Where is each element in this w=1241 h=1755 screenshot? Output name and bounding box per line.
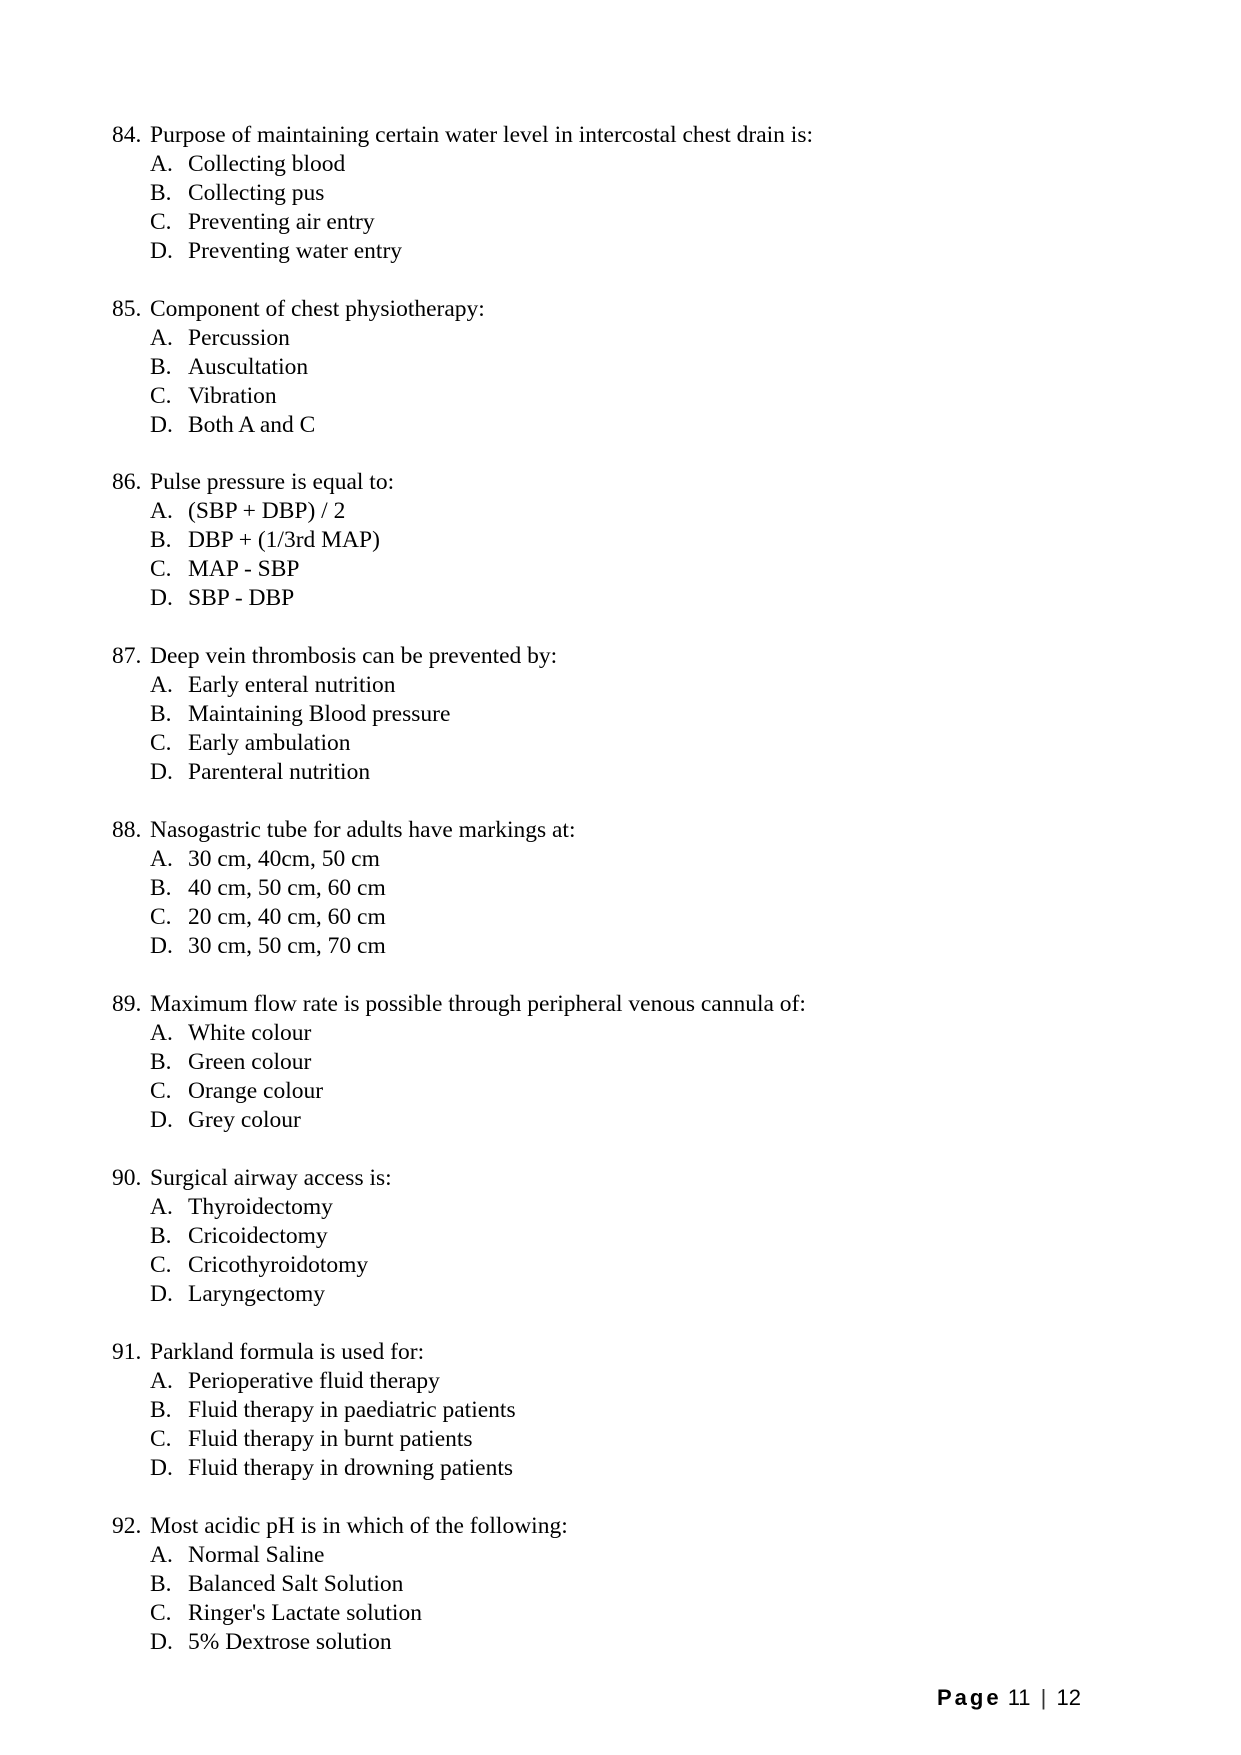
question-85 — [112, 295, 1112, 440]
option-text: Preventing air entry — [188, 209, 375, 235]
option-a — [150, 1019, 1112, 1048]
option-c — [150, 382, 1112, 411]
option-text: Maintaining Blood pressure — [188, 701, 451, 727]
option-text: Fluid therapy in burnt patients — [188, 1426, 473, 1452]
question-text: Most acidic pH is in which of the following: — [150, 1513, 568, 1539]
option-list — [112, 1019, 1112, 1135]
option-letter: D. — [150, 1629, 173, 1655]
question-88 — [112, 816, 1112, 961]
question-90 — [112, 1164, 1112, 1309]
question-stem — [112, 1512, 1112, 1541]
option-letter: C. — [150, 730, 172, 756]
question-87 — [112, 642, 1112, 787]
option-text: 30 cm, 40cm, 50 cm — [188, 846, 380, 872]
option-letter: C. — [150, 1078, 172, 1104]
question-text: Deep vein thrombosis can be prevented by: — [150, 643, 558, 669]
option-letter: D. — [150, 1107, 173, 1133]
option-letter: D. — [150, 412, 173, 438]
option-b — [150, 1396, 1112, 1425]
option-letter: A. — [150, 1020, 173, 1046]
question-stem — [112, 468, 1112, 497]
option-list — [112, 497, 1112, 613]
option-letter: A. — [150, 498, 173, 524]
option-text: Collecting pus — [188, 180, 325, 206]
page-current: 11 — [1007, 1685, 1031, 1710]
option-letter: D. — [150, 238, 173, 264]
option-text: Green colour — [188, 1049, 312, 1075]
question-stem — [112, 816, 1112, 845]
option-c — [150, 208, 1112, 237]
option-a — [150, 497, 1112, 526]
option-list — [112, 150, 1112, 266]
option-c — [150, 1599, 1112, 1628]
question-84 — [112, 121, 1112, 266]
option-b — [150, 874, 1112, 903]
question-number: 91. — [112, 1339, 142, 1365]
question-number: 84. — [112, 122, 142, 148]
option-b — [150, 526, 1112, 555]
option-text: White colour — [188, 1020, 312, 1046]
option-list — [112, 1541, 1112, 1657]
option-a — [150, 324, 1112, 353]
question-stem — [112, 1164, 1112, 1193]
option-b — [150, 1570, 1112, 1599]
option-letter: C. — [150, 1600, 172, 1626]
option-letter: D. — [150, 1455, 173, 1481]
option-a — [150, 1541, 1112, 1570]
question-number: 85. — [112, 296, 142, 322]
option-c — [150, 555, 1112, 584]
option-letter: A. — [150, 846, 173, 872]
option-letter: A. — [150, 672, 173, 698]
option-text: Normal Saline — [188, 1542, 325, 1568]
question-92 — [112, 1512, 1112, 1657]
option-text: Preventing water entry — [188, 238, 403, 264]
option-text: Both A and C — [188, 412, 316, 438]
option-text: Fluid therapy in paediatric patients — [188, 1397, 516, 1423]
option-text: Early enteral nutrition — [188, 672, 396, 698]
question-number: 92. — [112, 1513, 142, 1539]
option-letter: A. — [150, 1542, 173, 1568]
option-letter: B. — [150, 1571, 172, 1597]
option-letter: D. — [150, 585, 173, 611]
option-c — [150, 1425, 1112, 1454]
option-a — [150, 845, 1112, 874]
option-text: Thyroidectomy — [188, 1194, 333, 1220]
question-number: 89. — [112, 991, 142, 1017]
option-text: Orange colour — [188, 1078, 324, 1104]
question-number: 86. — [112, 469, 142, 495]
option-letter: C. — [150, 209, 172, 235]
question-text: Parkland formula is used for: — [150, 1339, 425, 1365]
question-text: Component of chest physiotherapy: — [150, 296, 485, 322]
page-total: 12 — [1056, 1685, 1081, 1710]
question-number: 88. — [112, 817, 142, 843]
option-text: Cricoidectomy — [188, 1223, 328, 1249]
option-a — [150, 1367, 1112, 1396]
option-d — [150, 1454, 1112, 1483]
option-c — [150, 1077, 1112, 1106]
question-text: Pulse pressure is equal to: — [150, 469, 395, 495]
option-letter: A. — [150, 1194, 173, 1220]
option-text: 5% Dextrose solution — [188, 1629, 392, 1655]
option-text: Perioperative fluid therapy — [188, 1368, 440, 1394]
option-text: SBP - DBP — [188, 585, 295, 611]
page-label: Page — [936, 1685, 1002, 1710]
option-text: Parenteral nutrition — [188, 759, 371, 785]
option-b — [150, 353, 1112, 382]
option-text: Cricothyroidotomy — [188, 1252, 369, 1278]
question-stem — [112, 1338, 1112, 1367]
option-list — [112, 845, 1112, 961]
question-text: Nasogastric tube for adults have markings at: — [150, 817, 576, 843]
question-number: 87. — [112, 643, 142, 669]
option-d — [150, 1628, 1112, 1657]
question-91 — [112, 1338, 1112, 1483]
option-letter: D. — [150, 759, 173, 785]
question-stem — [112, 642, 1112, 671]
option-text: MAP - SBP — [188, 556, 300, 582]
option-text: Early ambulation — [188, 730, 351, 756]
option-letter: B. — [150, 527, 172, 553]
option-text: (SBP + DBP) / 2 — [188, 498, 346, 524]
option-c — [150, 903, 1112, 932]
option-letter: A. — [150, 1368, 173, 1394]
option-text: Percussion — [188, 325, 290, 351]
option-text: 30 cm, 50 cm, 70 cm — [188, 933, 386, 959]
option-list — [112, 1193, 1112, 1309]
option-text: Balanced Salt Solution — [188, 1571, 404, 1597]
option-letter: C. — [150, 383, 172, 409]
option-text: Vibration — [188, 383, 277, 409]
page-separator: | — [1040, 1685, 1047, 1710]
question-stem — [112, 295, 1112, 324]
option-letter: C. — [150, 1252, 172, 1278]
option-letter: B. — [150, 1049, 172, 1075]
option-b — [150, 1222, 1112, 1251]
question-number: 90. — [112, 1165, 142, 1191]
option-d — [150, 237, 1112, 266]
option-letter: A. — [150, 151, 173, 177]
option-d — [150, 758, 1112, 787]
option-letter: C. — [150, 904, 172, 930]
question-text: Maximum flow rate is possible through peripheral venous cannula of: — [150, 991, 806, 1017]
question-86 — [112, 468, 1112, 613]
option-b — [150, 1048, 1112, 1077]
option-list — [112, 1367, 1112, 1483]
option-letter: B. — [150, 701, 172, 727]
option-text: Auscultation — [188, 354, 309, 380]
option-list — [112, 671, 1112, 787]
option-letter: B. — [150, 1223, 172, 1249]
question-text: Surgical airway access is: — [150, 1165, 392, 1191]
option-letter: C. — [150, 1426, 172, 1452]
option-text: DBP + (1/3rd MAP) — [188, 527, 380, 553]
option-letter: A. — [150, 325, 173, 351]
option-d — [150, 1280, 1112, 1309]
option-text: Ringer's Lactate solution — [188, 1600, 422, 1626]
option-c — [150, 1251, 1112, 1280]
option-a — [150, 1193, 1112, 1222]
page-footer — [937, 1685, 1081, 1711]
question-stem — [112, 990, 1112, 1019]
option-a — [150, 671, 1112, 700]
option-d — [150, 584, 1112, 613]
option-text: Collecting blood — [188, 151, 346, 177]
option-letter: B. — [150, 875, 172, 901]
option-b — [150, 700, 1112, 729]
option-letter: D. — [150, 933, 173, 959]
option-text: 40 cm, 50 cm, 60 cm — [188, 875, 386, 901]
option-b — [150, 179, 1112, 208]
question-text: Purpose of maintaining certain water level in intercostal chest drain is: — [150, 122, 814, 148]
option-text: Laryngectomy — [188, 1281, 326, 1307]
option-text: Fluid therapy in drowning patients — [188, 1455, 514, 1481]
option-d — [150, 932, 1112, 961]
option-d — [150, 411, 1112, 440]
option-a — [150, 150, 1112, 179]
option-letter: D. — [150, 1281, 173, 1307]
question-89 — [112, 990, 1112, 1135]
option-letter: B. — [150, 354, 172, 380]
option-c — [150, 729, 1112, 758]
option-letter: C. — [150, 556, 172, 582]
option-letter: B. — [150, 180, 172, 206]
option-text: Grey colour — [188, 1107, 301, 1133]
option-letter: B. — [150, 1397, 172, 1423]
option-d — [150, 1106, 1112, 1135]
option-text: 20 cm, 40 cm, 60 cm — [188, 904, 386, 930]
option-list — [112, 324, 1112, 440]
question-stem — [112, 121, 1112, 150]
